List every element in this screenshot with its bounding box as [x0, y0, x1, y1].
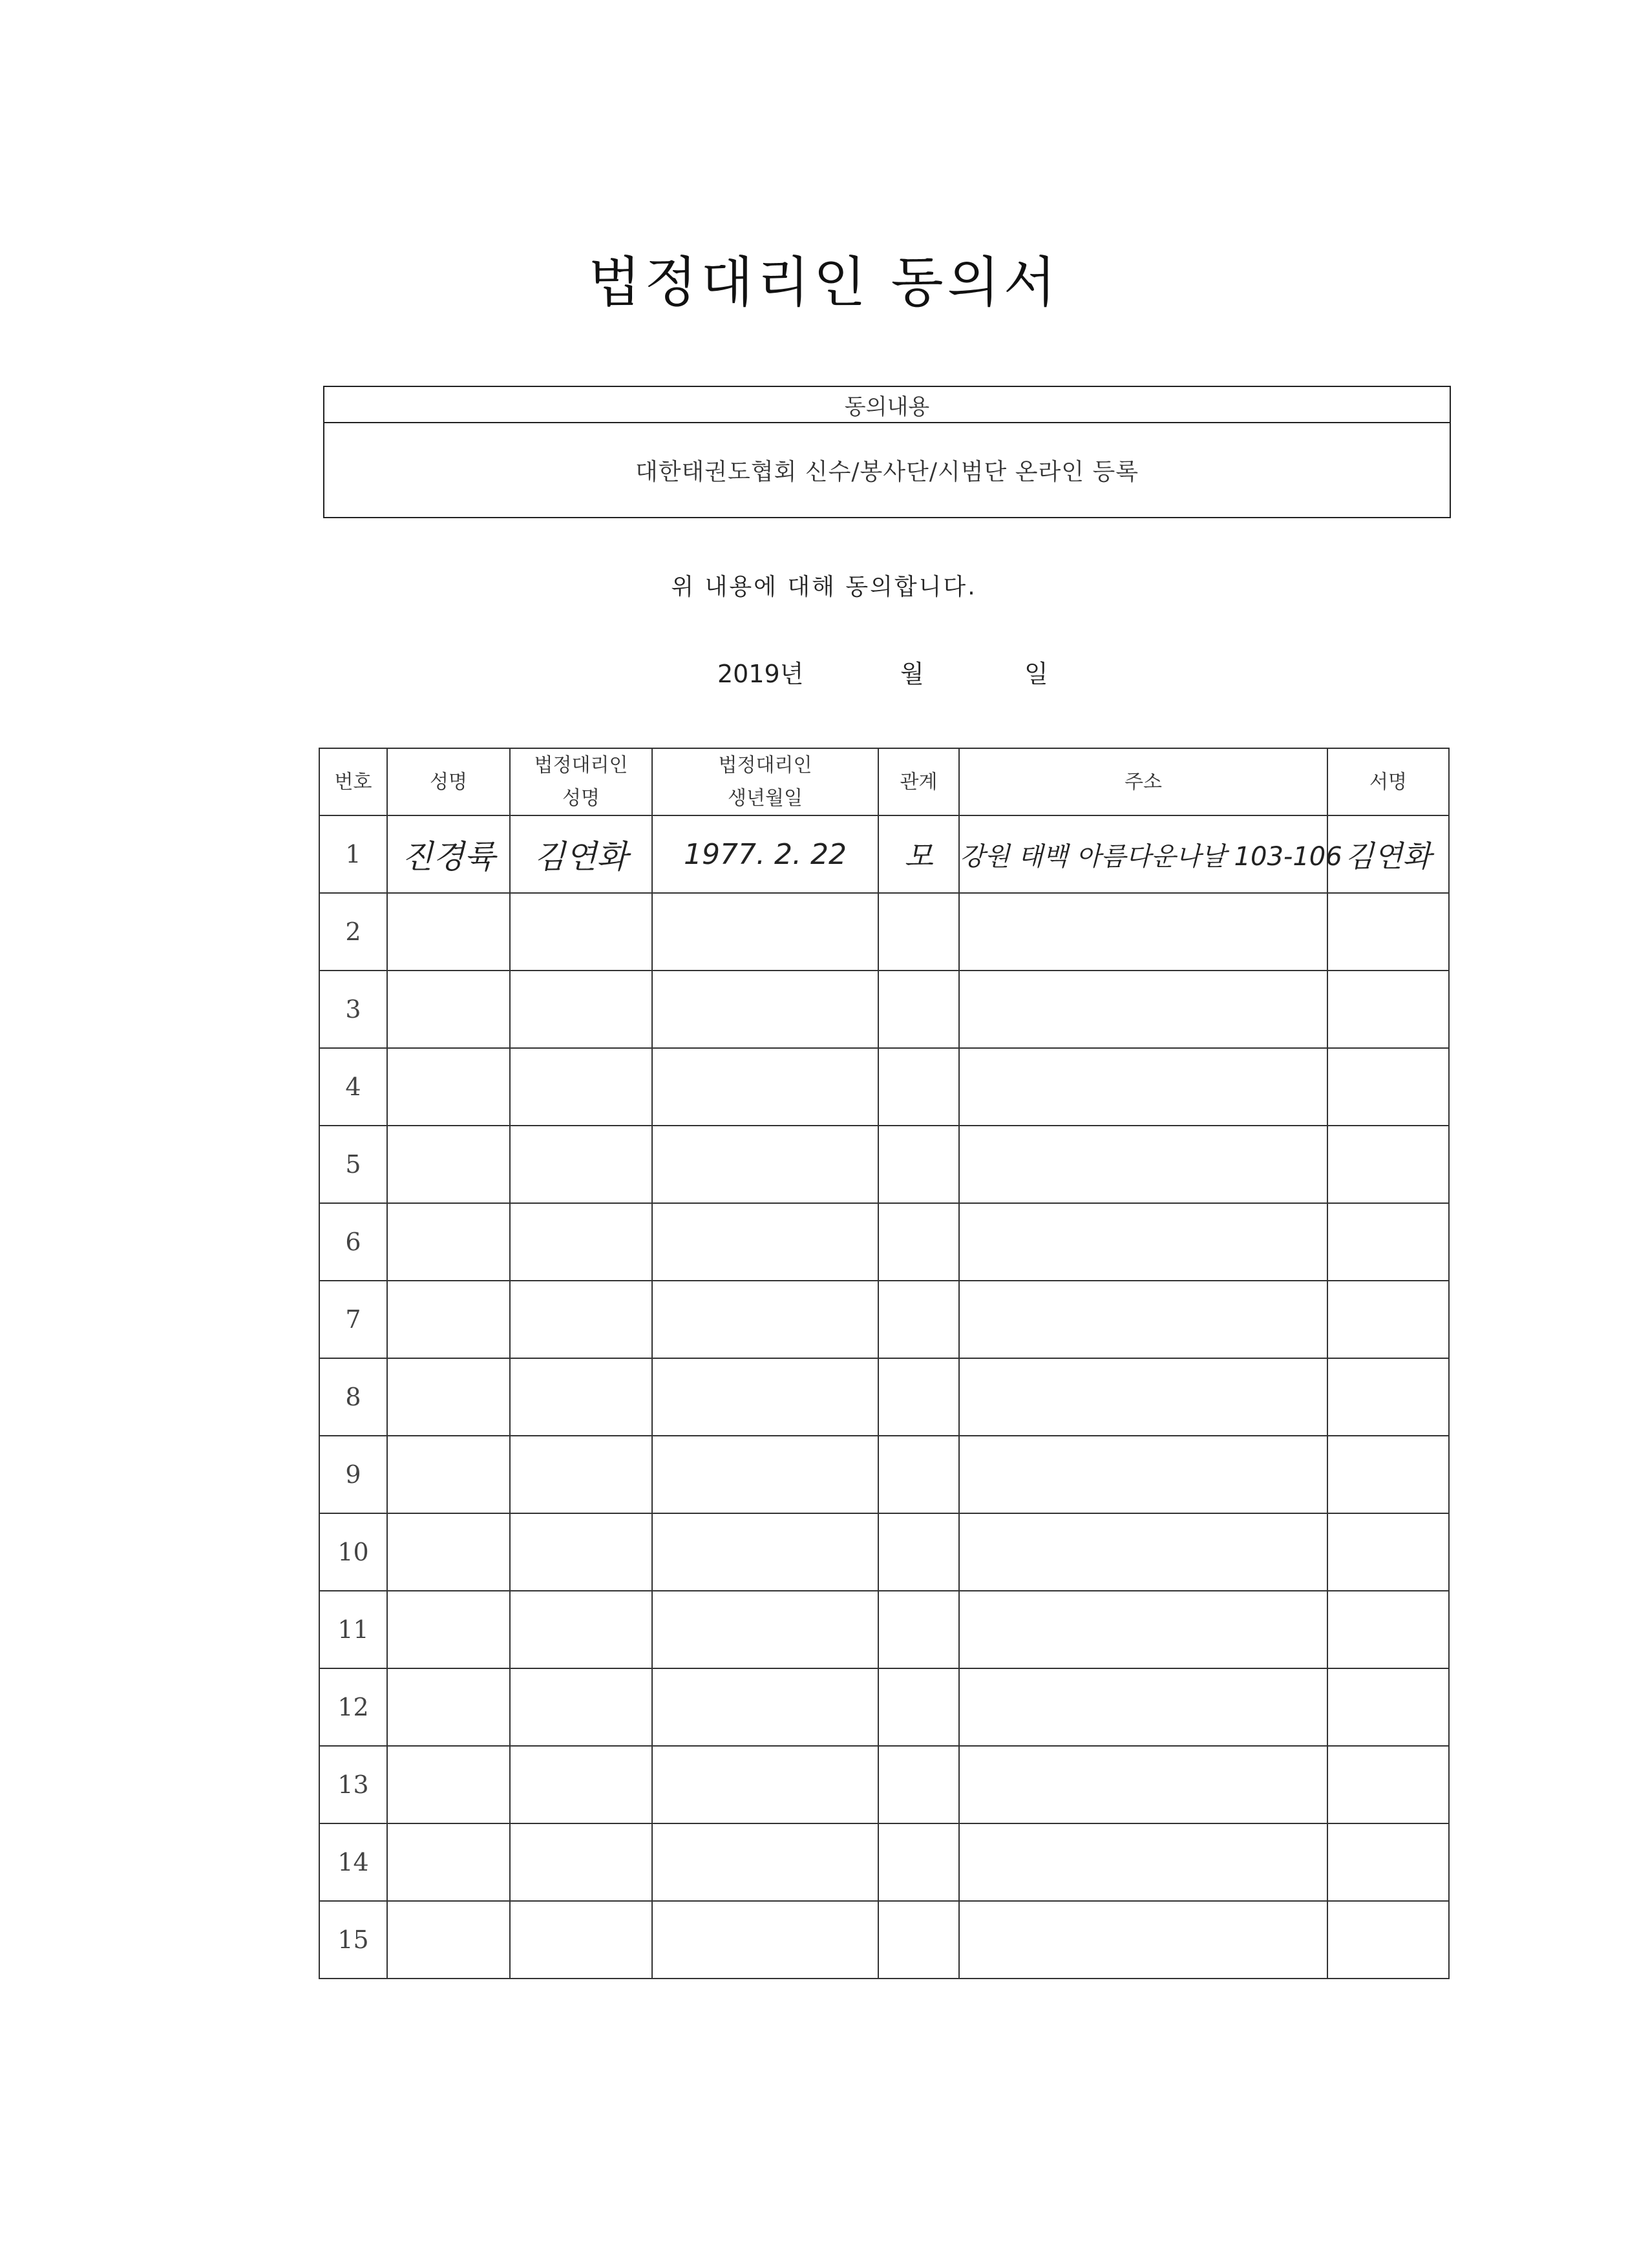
- row-name-cell: [387, 1513, 510, 1591]
- row-relation-cell: [878, 1048, 959, 1126]
- row-rep-name-cell: [510, 1823, 652, 1901]
- header-rep-dob-line2: 생년월일: [728, 787, 803, 810]
- row-signature-cell: [1327, 1203, 1449, 1281]
- row-name-cell: [387, 1048, 510, 1126]
- row-relation-cell: [878, 1901, 959, 1979]
- table-row: [319, 893, 1449, 971]
- row-signature-cell: [1327, 1668, 1449, 1746]
- row-address-cell: [959, 1281, 1327, 1358]
- row-relation-cell: [878, 1668, 959, 1746]
- row-number-cell: 14: [319, 1823, 387, 1901]
- row-relation-cell: [878, 893, 959, 971]
- row-address-cell: [959, 893, 1327, 971]
- row-number-cell: 7: [319, 1281, 387, 1358]
- row-address-cell: [959, 1591, 1327, 1668]
- row-relation-cell: [878, 1436, 959, 1513]
- row-signature-cell: [1327, 815, 1449, 893]
- row-number-cell: 13: [319, 1746, 387, 1823]
- table-row: [319, 1126, 1449, 1203]
- row-rep-name-cell: [510, 1591, 652, 1668]
- row-rep-dob-cell: [652, 1668, 878, 1746]
- table-row: [319, 1823, 1449, 1901]
- table-body: [319, 815, 1449, 1979]
- table-row: [319, 1901, 1449, 1979]
- table-row: [319, 1203, 1449, 1281]
- row-rep-dob-cell: [652, 815, 878, 893]
- row-rep-dob-cell: [652, 1436, 878, 1513]
- row-name-cell: [387, 1668, 510, 1746]
- row-name-cell: [387, 1281, 510, 1358]
- row-rep-dob-cell: [652, 971, 878, 1048]
- row-signature-cell: [1327, 1823, 1449, 1901]
- consent-content: 대한태권도협회 신수/봉사단/시범단 온라인 등록: [635, 459, 1139, 485]
- row-rep-name-cell: [510, 1901, 652, 1979]
- row-rep-dob-cell: [652, 1048, 878, 1126]
- row-name-cell: [387, 893, 510, 971]
- row-number-cell: 6: [319, 1203, 387, 1281]
- row-relation-cell: [878, 1281, 959, 1358]
- page-title: 법정대리인 동의서: [588, 251, 1060, 314]
- header-name: 성명: [387, 748, 510, 815]
- table-row: [319, 1436, 1449, 1513]
- row-rep-dob: 1977. 2. 22: [684, 837, 847, 871]
- row-number-cell: 15: [319, 1901, 387, 1979]
- date-year: 2019년: [717, 660, 804, 688]
- table-row: [319, 1746, 1449, 1823]
- table-row: [319, 1668, 1449, 1746]
- row-signature-cell: [1327, 1591, 1449, 1668]
- row-number-cell: 11: [319, 1591, 387, 1668]
- row-signature-cell: [1327, 1513, 1449, 1591]
- row-relation-cell: [878, 1513, 959, 1591]
- row-signature: 김연화: [1345, 839, 1431, 874]
- row-relation-cell: [878, 1591, 959, 1668]
- row-rep-name-cell: [510, 1513, 652, 1591]
- row-signature-cell: [1327, 893, 1449, 971]
- row-address-cell: [959, 1126, 1327, 1203]
- header-relation: 관계: [878, 748, 959, 815]
- table-row: [319, 1048, 1449, 1126]
- row-relation-cell: [878, 971, 959, 1048]
- row-address-cell: [959, 1513, 1327, 1591]
- row-address-cell: [959, 1203, 1327, 1281]
- row-rep-dob-cell: [652, 1823, 878, 1901]
- row-signature-cell: [1327, 1358, 1449, 1436]
- row-address-cell: [959, 1746, 1327, 1823]
- row-number-cell: 4: [319, 1048, 387, 1126]
- row-rep-name-cell: [510, 893, 652, 971]
- header-rep-name-line1: 법정대리인: [534, 754, 628, 777]
- table-row: [319, 1358, 1449, 1436]
- row-rep-name-cell: [510, 1746, 652, 1823]
- row-name-cell: [387, 1436, 510, 1513]
- table-row: [319, 1281, 1449, 1358]
- row-address-cell: [959, 1668, 1327, 1746]
- row-relation-cell: [878, 1823, 959, 1901]
- row-number-cell: 9: [319, 1436, 387, 1513]
- row-name-cell: [387, 1203, 510, 1281]
- row-signature-cell: [1327, 1048, 1449, 1126]
- row-rep-name-cell: [510, 815, 652, 893]
- header-signature: 서명: [1327, 748, 1449, 815]
- row-rep-name-cell: [510, 1358, 652, 1436]
- row-name-cell: [387, 815, 510, 893]
- date-month: 월: [900, 660, 924, 688]
- row-rep-dob-cell: [652, 1746, 878, 1823]
- row-relation-cell: [878, 815, 959, 893]
- consent-roster-table: [319, 748, 1450, 1979]
- header-number: 번호: [319, 748, 387, 815]
- table-header-row: [319, 748, 1449, 815]
- row-address-cell: [959, 1823, 1327, 1901]
- row-address-cell: [959, 1436, 1327, 1513]
- row-rep-dob-cell: [652, 1901, 878, 1979]
- row-address: 강원 태백 아름다운나날 103-106: [960, 841, 1342, 872]
- row-rep-name-cell: [510, 1436, 652, 1513]
- date-day: 일: [1024, 660, 1048, 688]
- table-row: [319, 815, 1449, 893]
- header-rep-name-line2: 성명: [562, 787, 600, 810]
- row-rep-dob-cell: [652, 1513, 878, 1591]
- row-number-cell: 5: [319, 1126, 387, 1203]
- row-signature-cell: [1327, 971, 1449, 1048]
- row-name-cell: [387, 1901, 510, 1979]
- row-signature-cell: [1327, 1281, 1449, 1358]
- row-signature-cell: [1327, 1901, 1449, 1979]
- row-name: 진경륙: [401, 838, 496, 876]
- row-signature-cell: [1327, 1436, 1449, 1513]
- row-rep-dob-cell: [652, 1281, 878, 1358]
- row-rep-dob-cell: [652, 1358, 878, 1436]
- consent-header: 동의내용: [324, 387, 1450, 423]
- row-signature-cell: [1327, 1126, 1449, 1203]
- row-relation-cell: [878, 1358, 959, 1436]
- row-name-cell: [387, 1746, 510, 1823]
- row-number-cell: 8: [319, 1358, 387, 1436]
- row-address-cell: [959, 1048, 1327, 1126]
- row-rep-dob-cell: [652, 893, 878, 971]
- header-rep-dob: [652, 748, 878, 815]
- agreement-statement: 위 내용에 대해 동의합니다.: [671, 574, 977, 600]
- row-name-cell: [387, 1126, 510, 1203]
- row-name-cell: [387, 1358, 510, 1436]
- row-address-cell: [959, 1358, 1327, 1436]
- row-rep-name-cell: [510, 1126, 652, 1203]
- row-rep-name-cell: [510, 1203, 652, 1281]
- row-address-cell: [959, 1901, 1327, 1979]
- row-rep-name-cell: [510, 1048, 652, 1126]
- row-relation-cell: [878, 1746, 959, 1823]
- row-address-cell: [959, 971, 1327, 1048]
- row-rep-dob-cell: [652, 1126, 878, 1203]
- header-rep-name: [510, 748, 652, 815]
- row-address-cell: [959, 815, 1342, 893]
- row-number-cell: 1: [319, 815, 387, 893]
- row-rep-name-cell: [510, 1281, 652, 1358]
- row-signature-cell: [1327, 1746, 1449, 1823]
- row-relation-cell: [878, 1203, 959, 1281]
- row-rep-name-cell: [510, 971, 652, 1048]
- table-row: [319, 971, 1449, 1048]
- row-relation: 모: [904, 839, 933, 874]
- row-number-cell: 3: [319, 971, 387, 1048]
- row-rep-name: 김연화: [534, 838, 628, 876]
- row-rep-dob-cell: [652, 1591, 878, 1668]
- consent-box: [323, 386, 1451, 518]
- table-row: [319, 1513, 1449, 1591]
- header-rep-dob-line1: 법정대리인: [718, 754, 812, 777]
- row-name-cell: [387, 971, 510, 1048]
- row-number-cell: 12: [319, 1668, 387, 1746]
- row-name-cell: [387, 1823, 510, 1901]
- row-number-cell: 10: [319, 1513, 387, 1591]
- header-address: 주소: [959, 748, 1327, 815]
- row-number-cell: 2: [319, 893, 387, 971]
- row-name-cell: [387, 1591, 510, 1668]
- row-rep-dob-cell: [652, 1203, 878, 1281]
- row-relation-cell: [878, 1126, 959, 1203]
- row-rep-name-cell: [510, 1668, 652, 1746]
- table-row: [319, 1591, 1449, 1668]
